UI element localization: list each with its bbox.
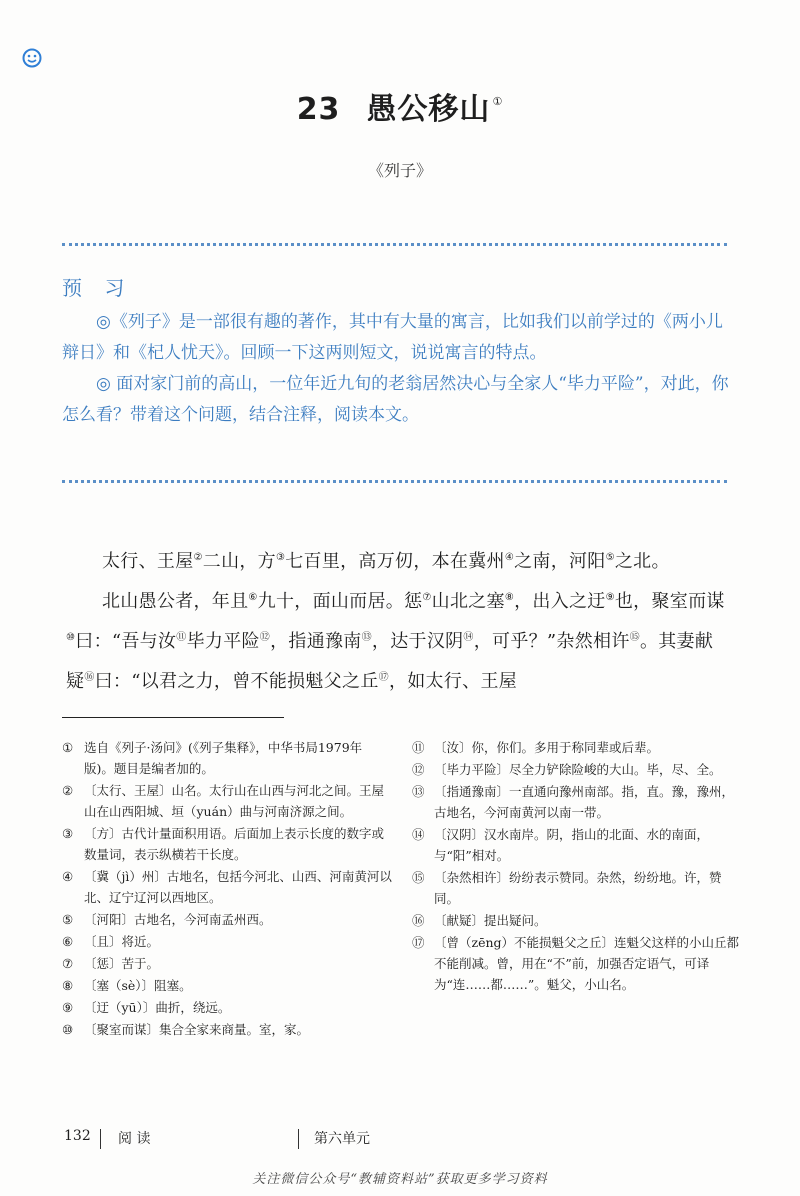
text-run: 七百里，高万仞，本在冀州 <box>285 551 505 572</box>
preview-bottom-divider <box>62 480 727 483</box>
text-run: 。其妻献疑 <box>66 631 714 692</box>
footnote-ref: ⑩ <box>66 632 76 643</box>
footnote-ref: ⑨ <box>605 592 615 603</box>
text-run: 曰：“吾与汝 <box>75 631 177 652</box>
footnote-mark: ⑪ <box>412 740 425 755</box>
text-run: 之北。 <box>614 551 670 572</box>
footnote-text: 〔汝〕你，你们。多用于称同辈或后辈。 <box>434 740 660 755</box>
text-run: ，可乎？”杂然相许 <box>473 631 630 652</box>
footnote-item <box>412 932 742 995</box>
footnote-mark: ② <box>62 783 74 798</box>
preview-paragraph-2: ◎ 面对家门前的高山，一位年近九旬的老翁居然决心与全家人“毕力平险”，对此，你怎么看？带着这个问题，结合注释，阅读本文。 <box>62 374 729 425</box>
footnote-text: 〔方〕古代计量面积用语。后面加上表示长度的数字或数量词，表示纵横若干长度。 <box>84 826 385 862</box>
footnotes-left <box>62 737 392 1041</box>
footnote-mark: ⑤ <box>62 912 74 927</box>
footnote-ref: ④ <box>504 552 515 563</box>
main-paragraph-2 <box>66 580 726 700</box>
preview-paragraph-1: ◎《列子》是一部很有趣的著作，其中有大量的寓言，比如我们以前学过的《两小儿辩日》和《杞人忧天》。回顾一下这两则短文，说说寓言的特点。 <box>62 312 723 363</box>
text-run: 九十，面山而居。惩 <box>257 591 423 612</box>
footnote-item <box>62 737 392 779</box>
main-paragraph-1 <box>66 540 726 580</box>
footnote-rule <box>62 717 284 718</box>
footnote-item <box>412 824 742 866</box>
footnote-item <box>62 866 392 908</box>
lesson-title-text: 愚公移山 <box>366 92 491 127</box>
footnote-mark: ④ <box>62 869 74 884</box>
preview-section <box>62 307 732 431</box>
smiley-icon <box>22 48 42 68</box>
footnote-mark: ⑯ <box>412 913 425 928</box>
footnote-mark: ⑬ <box>412 784 425 799</box>
footnote-item <box>62 931 392 952</box>
footnote-ref: ⑤ <box>605 552 615 563</box>
text-run: 毕力平险 <box>186 631 260 652</box>
footnote-text: 〔毕力平险〕尽全力铲除险峻的大山。毕，尽、全。 <box>434 762 722 777</box>
footnote-item <box>62 780 392 822</box>
footnote-mark: ⑰ <box>412 935 425 950</box>
footnote-text: 选自《列子·汤问》(《列子集释》，中华书局1979年版)。题目是编者加的。 <box>84 740 363 776</box>
text-run: 太行、王屋 <box>102 551 194 572</box>
footnote-ref: ⑫ <box>259 632 271 643</box>
footnote-text: 〔指通豫南〕一直通向豫州南部。指，直。豫，豫州，古地名，今河南黄河以南一带。 <box>434 784 735 820</box>
footnote-ref: ⑦ <box>422 592 432 603</box>
footnote-mark: ⑦ <box>62 956 74 971</box>
footnote-text: 〔聚室而谋〕集合全家来商量。室，家。 <box>84 1022 310 1037</box>
footnote-ref: ⑥ <box>248 592 258 603</box>
title-note-mark: ① <box>492 95 504 108</box>
footnote-text: 〔迂（yū）〕曲折，绕远。 <box>84 1000 231 1015</box>
footnote-mark: ③ <box>62 826 74 841</box>
footnote-ref: ③ <box>275 552 286 563</box>
footnote-mark: ⑧ <box>62 978 74 993</box>
text-run: 北山愚公者，年且 <box>102 591 249 612</box>
footer-divider <box>100 1129 101 1149</box>
footnote-mark: ⑭ <box>412 827 425 842</box>
footnote-ref: ② <box>193 552 203 563</box>
lesson-title <box>0 84 800 128</box>
footnote-text: 〔杂然相许〕纷纷表示赞同。杂然，纷纷地。许，赞同。 <box>434 870 722 906</box>
footnote-text: 〔献疑〕提出疑问。 <box>434 913 547 928</box>
footnotes-right <box>412 737 742 996</box>
footnote-item <box>62 823 392 865</box>
footnote-ref: ⑯ <box>84 672 95 683</box>
footnote-text: 〔且〕将近。 <box>84 934 160 949</box>
footnote-item <box>62 909 392 930</box>
footnote-item <box>412 781 742 823</box>
footnote-item <box>412 910 742 931</box>
watermark-text: 关注微信公众号“教辅资料站”获取更多学习资料 <box>252 1172 548 1187</box>
preview-top-divider <box>62 243 727 246</box>
footnote-ref: ⑬ <box>361 632 372 643</box>
text-run: 也，聚室而谋 <box>614 591 725 612</box>
footnote-ref: ⑪ <box>176 632 187 643</box>
text-run: 之南，河阳 <box>514 551 606 572</box>
footnote-text: 〔塞（sè）〕阻塞。 <box>84 978 192 993</box>
text-run: 曰：“以君之力，曾不能损魁父之丘 <box>94 671 379 692</box>
footer-unit: 第六单元 <box>314 1131 370 1147</box>
footnote-ref: ⑰ <box>378 672 389 683</box>
footnote-mark: ⑨ <box>62 1000 74 1015</box>
footnote-item <box>412 737 742 758</box>
text-run: ，出入之迂 <box>514 591 606 612</box>
footnote-ref: ⑮ <box>629 632 640 643</box>
footer-divider-2 <box>298 1129 299 1149</box>
text-run: 山北之塞 <box>431 591 505 612</box>
footnote-text: 〔曾（zēng）不能损魁父之丘〕连魁父这样的小山丘都不能削减。曾，用在“不”前，加强否定语气，可译为“连……都……”。魁父，小山名。 <box>434 935 740 992</box>
footnote-item <box>412 867 742 909</box>
footnote-text: 〔冀（jì）州〕古地名，包括今河北、山西、河南黄河以北、辽宁辽河以西地区。 <box>84 869 392 905</box>
footnote-item <box>62 975 392 996</box>
lesson-source: 《列子》 <box>367 161 432 180</box>
footnote-mark: ⑫ <box>412 762 425 777</box>
footnote-text: 〔汉阴〕汉水南岸。阴，指山的北面、水的南面，与“阳”相对。 <box>434 827 710 863</box>
footnote-item <box>412 759 742 780</box>
footnote-text: 〔惩〕苦于。 <box>84 956 160 971</box>
footnote-mark: ⑩ <box>62 1022 74 1037</box>
text-run: 二山，方 <box>202 551 276 572</box>
footnote-text: 〔太行、王屋〕山名。太行山在山西与河北之间。王屋山在山西阳城、垣（yuán）曲与河南济源之间。 <box>84 783 385 819</box>
footnote-item <box>62 953 392 974</box>
footnote-mark: ⑥ <box>62 934 74 949</box>
text-run: ，如太行、王屋 <box>388 671 518 692</box>
text-run: ，达于汉阴 <box>371 631 464 652</box>
footnote-ref: ⑧ <box>504 592 515 603</box>
footer-section: 阅 读 <box>118 1131 151 1147</box>
text-run: ，指通豫南 <box>270 631 362 652</box>
footnote-mark: ① <box>62 740 74 755</box>
footnote-item <box>62 997 392 1018</box>
page-number: 132 <box>64 1128 91 1144</box>
footnote-item <box>62 1019 392 1040</box>
preview-heading: 预 习 <box>62 276 133 300</box>
footnote-ref: ⑭ <box>463 632 474 643</box>
lesson-number: 23 <box>296 92 341 127</box>
footnote-mark: ⑮ <box>412 870 425 885</box>
main-text <box>66 540 726 700</box>
footnote-text: 〔河阳〕古地名，今河南孟州西。 <box>84 912 272 927</box>
